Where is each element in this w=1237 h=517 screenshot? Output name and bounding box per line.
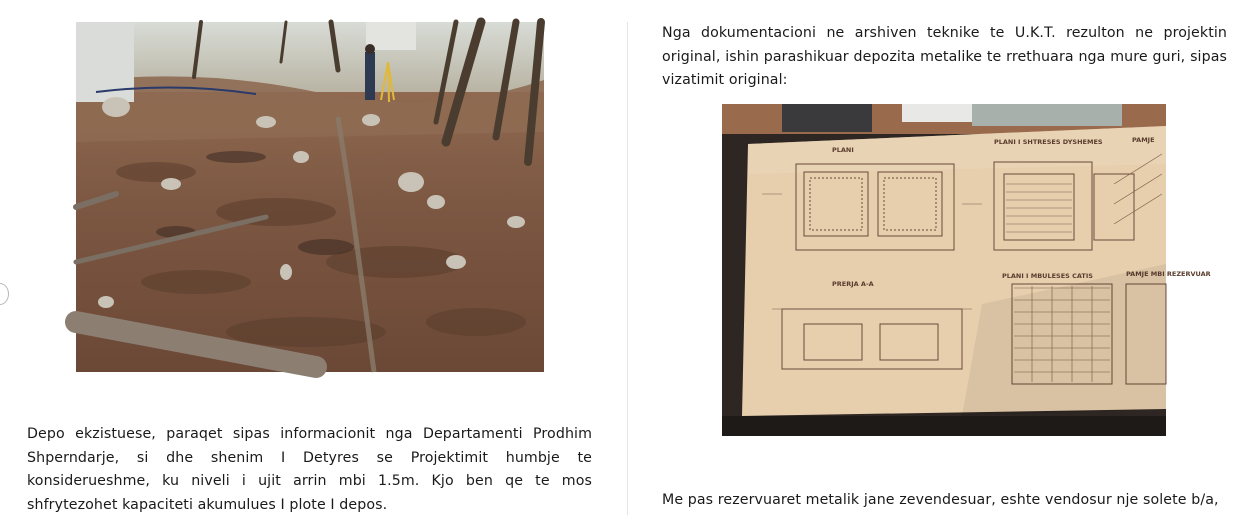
- drawing-label-reserve: PAMJE MBI REZERVUAR: [1126, 270, 1211, 278]
- site-photo: [76, 22, 544, 372]
- original-drawing-photo: [722, 104, 1211, 436]
- right-intro-paragraph: Nga dokumentacioni ne arshiven teknike te U.K.T. rezulton ne projektin original, ishin parashikuar depozita metalike te rrethuara nga mure guri, sipas vizatimit original:: [662, 25, 1227, 88]
- drawing-label-roof-plan: PLANI I MBULESES CATIS: [1002, 272, 1093, 280]
- drawing-label-plan: PLANI: [832, 146, 854, 154]
- drawing-label-foundation-plan: PLANI I SHTRESES DYSHEMES: [994, 138, 1103, 146]
- right-page: [628, 0, 1233, 515]
- drawing-label-view: PAMJE: [1132, 136, 1155, 144]
- right-continuation-paragraph: Me pas rezervuaret metalik jane zevendesuar, eshte vendosur nje solete b/a,: [662, 492, 1219, 508]
- drawing-label-section: PRERJA A-A: [832, 280, 874, 288]
- margin-marker: [0, 283, 9, 305]
- left-body-paragraph: Depo ekzistuese, paraqet sipas informacionit nga Departamenti Prodhim Shperndarje, si dhe shenim I Detyres se Projektimit humbje te konsiderueshme, ku niveli i ujit arrin mbi 1.5m. Kjo ben qe te mos shfrytezohet kapaciteti akumulues I plote I depos.: [27, 426, 592, 513]
